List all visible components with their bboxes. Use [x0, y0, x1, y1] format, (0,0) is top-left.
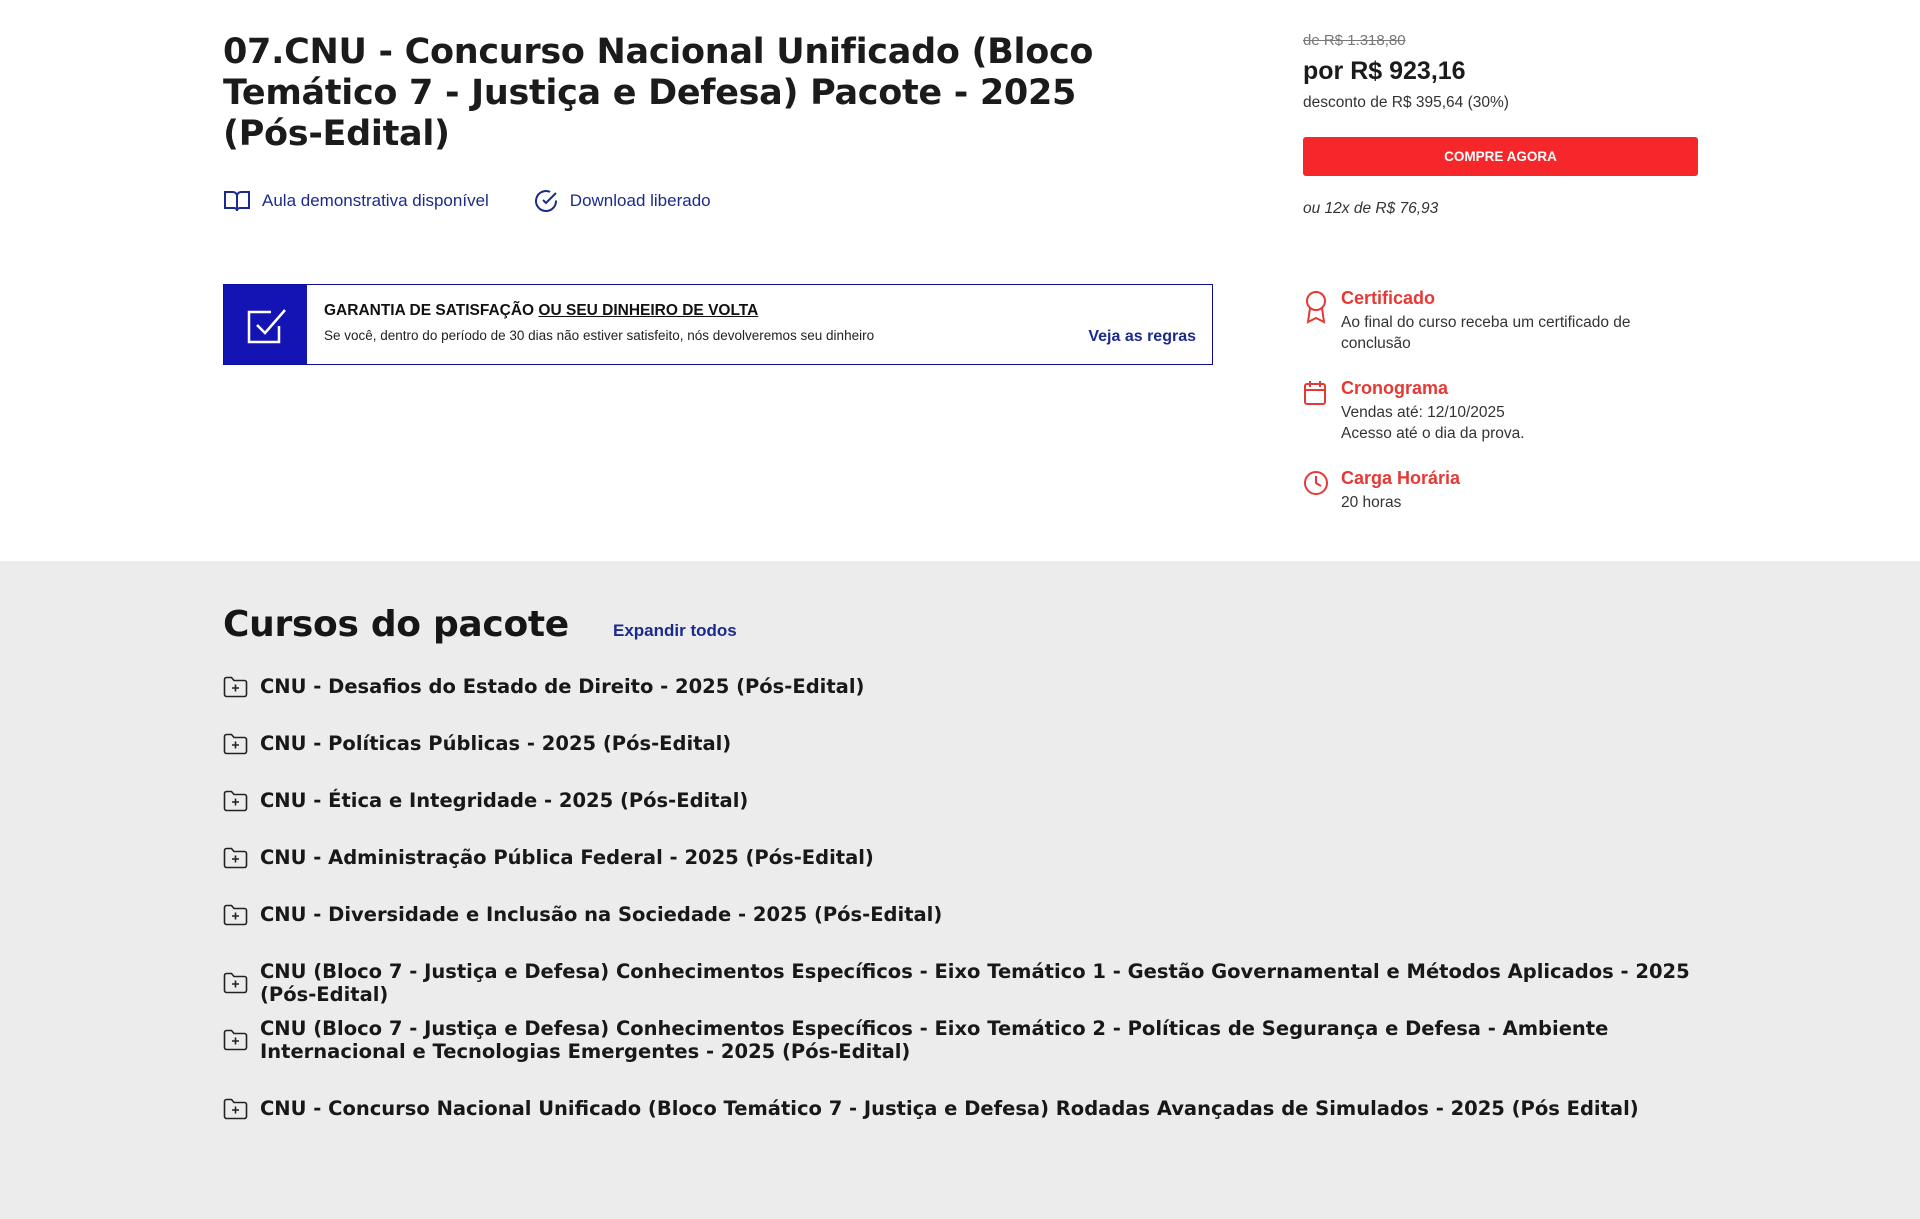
folder-plus-icon [223, 733, 248, 755]
folder-plus-icon [223, 676, 248, 698]
discount-text: desconto de R$ 395,64 (30%) [1303, 94, 1509, 111]
course-item[interactable] [223, 732, 1703, 755]
course-item[interactable] [223, 846, 1703, 869]
course-item[interactable] [223, 903, 1703, 926]
info-schedule [1303, 378, 1703, 444]
info-workload [1303, 468, 1703, 513]
course-item-label: CNU - Desafios do Estado de Direito - 2025 (Pós-Edital) [260, 675, 865, 698]
course-item-label: CNU (Bloco 7 - Justiça e Defesa) Conhecimentos Específicos - Eixo Temático 2 - Políticas de Segurança e Defesa - Ambiente Internacional e Tecnologias Emergentes - 2025 (Pós-Edital) [260, 1017, 1609, 1063]
feature-download-label: Download liberado [569, 191, 711, 210]
info-schedule-line-1: Vendas até: 12/10/2025 [1341, 404, 1505, 421]
folder-plus-icon [223, 972, 248, 994]
buy-now-button[interactable]: COMPRE AGORA [1303, 137, 1698, 176]
folder-plus-icon [223, 1029, 248, 1051]
feature-download[interactable] [533, 188, 711, 214]
folder-plus-icon [223, 790, 248, 812]
course-item-label: CNU - Políticas Públicas - 2025 (Pós-Edital) [260, 732, 732, 755]
clock-icon [1303, 468, 1329, 513]
info-certificate [1303, 288, 1703, 354]
folder-plus-icon [223, 904, 248, 926]
info-certificate-body [1341, 288, 1703, 354]
course-item-label: CNU - Concurso Nacional Unificado (Bloco Temático 7 - Justiça e Defesa) Rodadas Avançadas de Simulados - 2025 (Pós Edital) [260, 1097, 1639, 1120]
expand-all-link[interactable]: Expandir todos [613, 621, 737, 640]
course-item[interactable] [223, 1017, 1703, 1063]
info-workload-body [1341, 468, 1460, 513]
folder-plus-icon [223, 1098, 248, 1120]
course-item-label: CNU (Bloco 7 - Justiça e Defesa) Conhecimentos Específicos - Eixo Temático 1 - Gestão Governamental e Métodos Aplicados - 2025 (Pós-Edital) [260, 960, 1690, 1006]
course-item[interactable] [223, 960, 1703, 1006]
guarantee-content [307, 285, 1212, 364]
guarantee-title-underlined: OU SEU DINHEIRO DE VOLTA [538, 302, 759, 319]
rules-link[interactable]: Veja as regras [1088, 328, 1196, 345]
check-circle-icon [533, 188, 559, 214]
package-courses-section [0, 561, 1920, 1219]
feature-demo-label: Aula demonstrativa disponível [262, 191, 489, 210]
package-title: Cursos do pacote [223, 604, 569, 645]
feature-list [223, 188, 711, 214]
info-certificate-text: Ao final do curso receba um certificado de conclusão [1341, 314, 1631, 352]
info-schedule-line-2: Acesso até o dia da prova. [1341, 425, 1525, 442]
info-certificate-title: Certificado [1341, 288, 1436, 308]
satisfaction-guarantee-banner [223, 284, 1213, 365]
info-schedule-body [1341, 378, 1525, 444]
info-workload-title: Carga Horária [1341, 468, 1461, 488]
course-item-label: CNU - Ética e Integridade - 2025 (Pós-Edital) [260, 789, 749, 812]
price-box [1303, 32, 1698, 218]
info-workload-text: 20 horas [1341, 494, 1402, 511]
guarantee-title [324, 302, 1212, 320]
feature-demo-class[interactable] [223, 188, 489, 214]
guarantee-text: Se você, dentro do período de 30 dias não estiver satisfeito, nós devolveremos seu dinheiro [324, 328, 875, 343]
course-item-label: CNU - Diversidade e Inclusão na Sociedade - 2025 (Pós-Edital) [260, 903, 943, 926]
folder-plus-icon [223, 847, 248, 869]
calendar-icon [1303, 378, 1329, 444]
open-book-icon [223, 189, 251, 213]
current-price: por R$ 923,16 [1303, 57, 1466, 85]
course-item[interactable] [223, 1097, 1703, 1120]
course-item-label: CNU - Administração Pública Federal - 2025 (Pós-Edital) [260, 846, 874, 869]
award-icon [1303, 288, 1329, 354]
guarantee-title-main: GARANTIA DE SATISFAÇÃO [324, 302, 539, 319]
course-item[interactable] [223, 789, 1703, 812]
old-price: de R$ 1.318,80 [1303, 32, 1406, 49]
course-header-section [0, 0, 1920, 561]
installments-text: ou 12x de R$ 76,93 [1303, 200, 1439, 217]
course-item[interactable] [223, 675, 1703, 698]
info-schedule-title: Cronograma [1341, 378, 1449, 398]
page-title: 07.CNU - Concurso Nacional Unificado (Bloco Temático 7 - Justiça e Defesa) Pacote - 2025 (Pós-Edital) [223, 32, 1094, 154]
checkbox-check-icon [224, 285, 307, 364]
